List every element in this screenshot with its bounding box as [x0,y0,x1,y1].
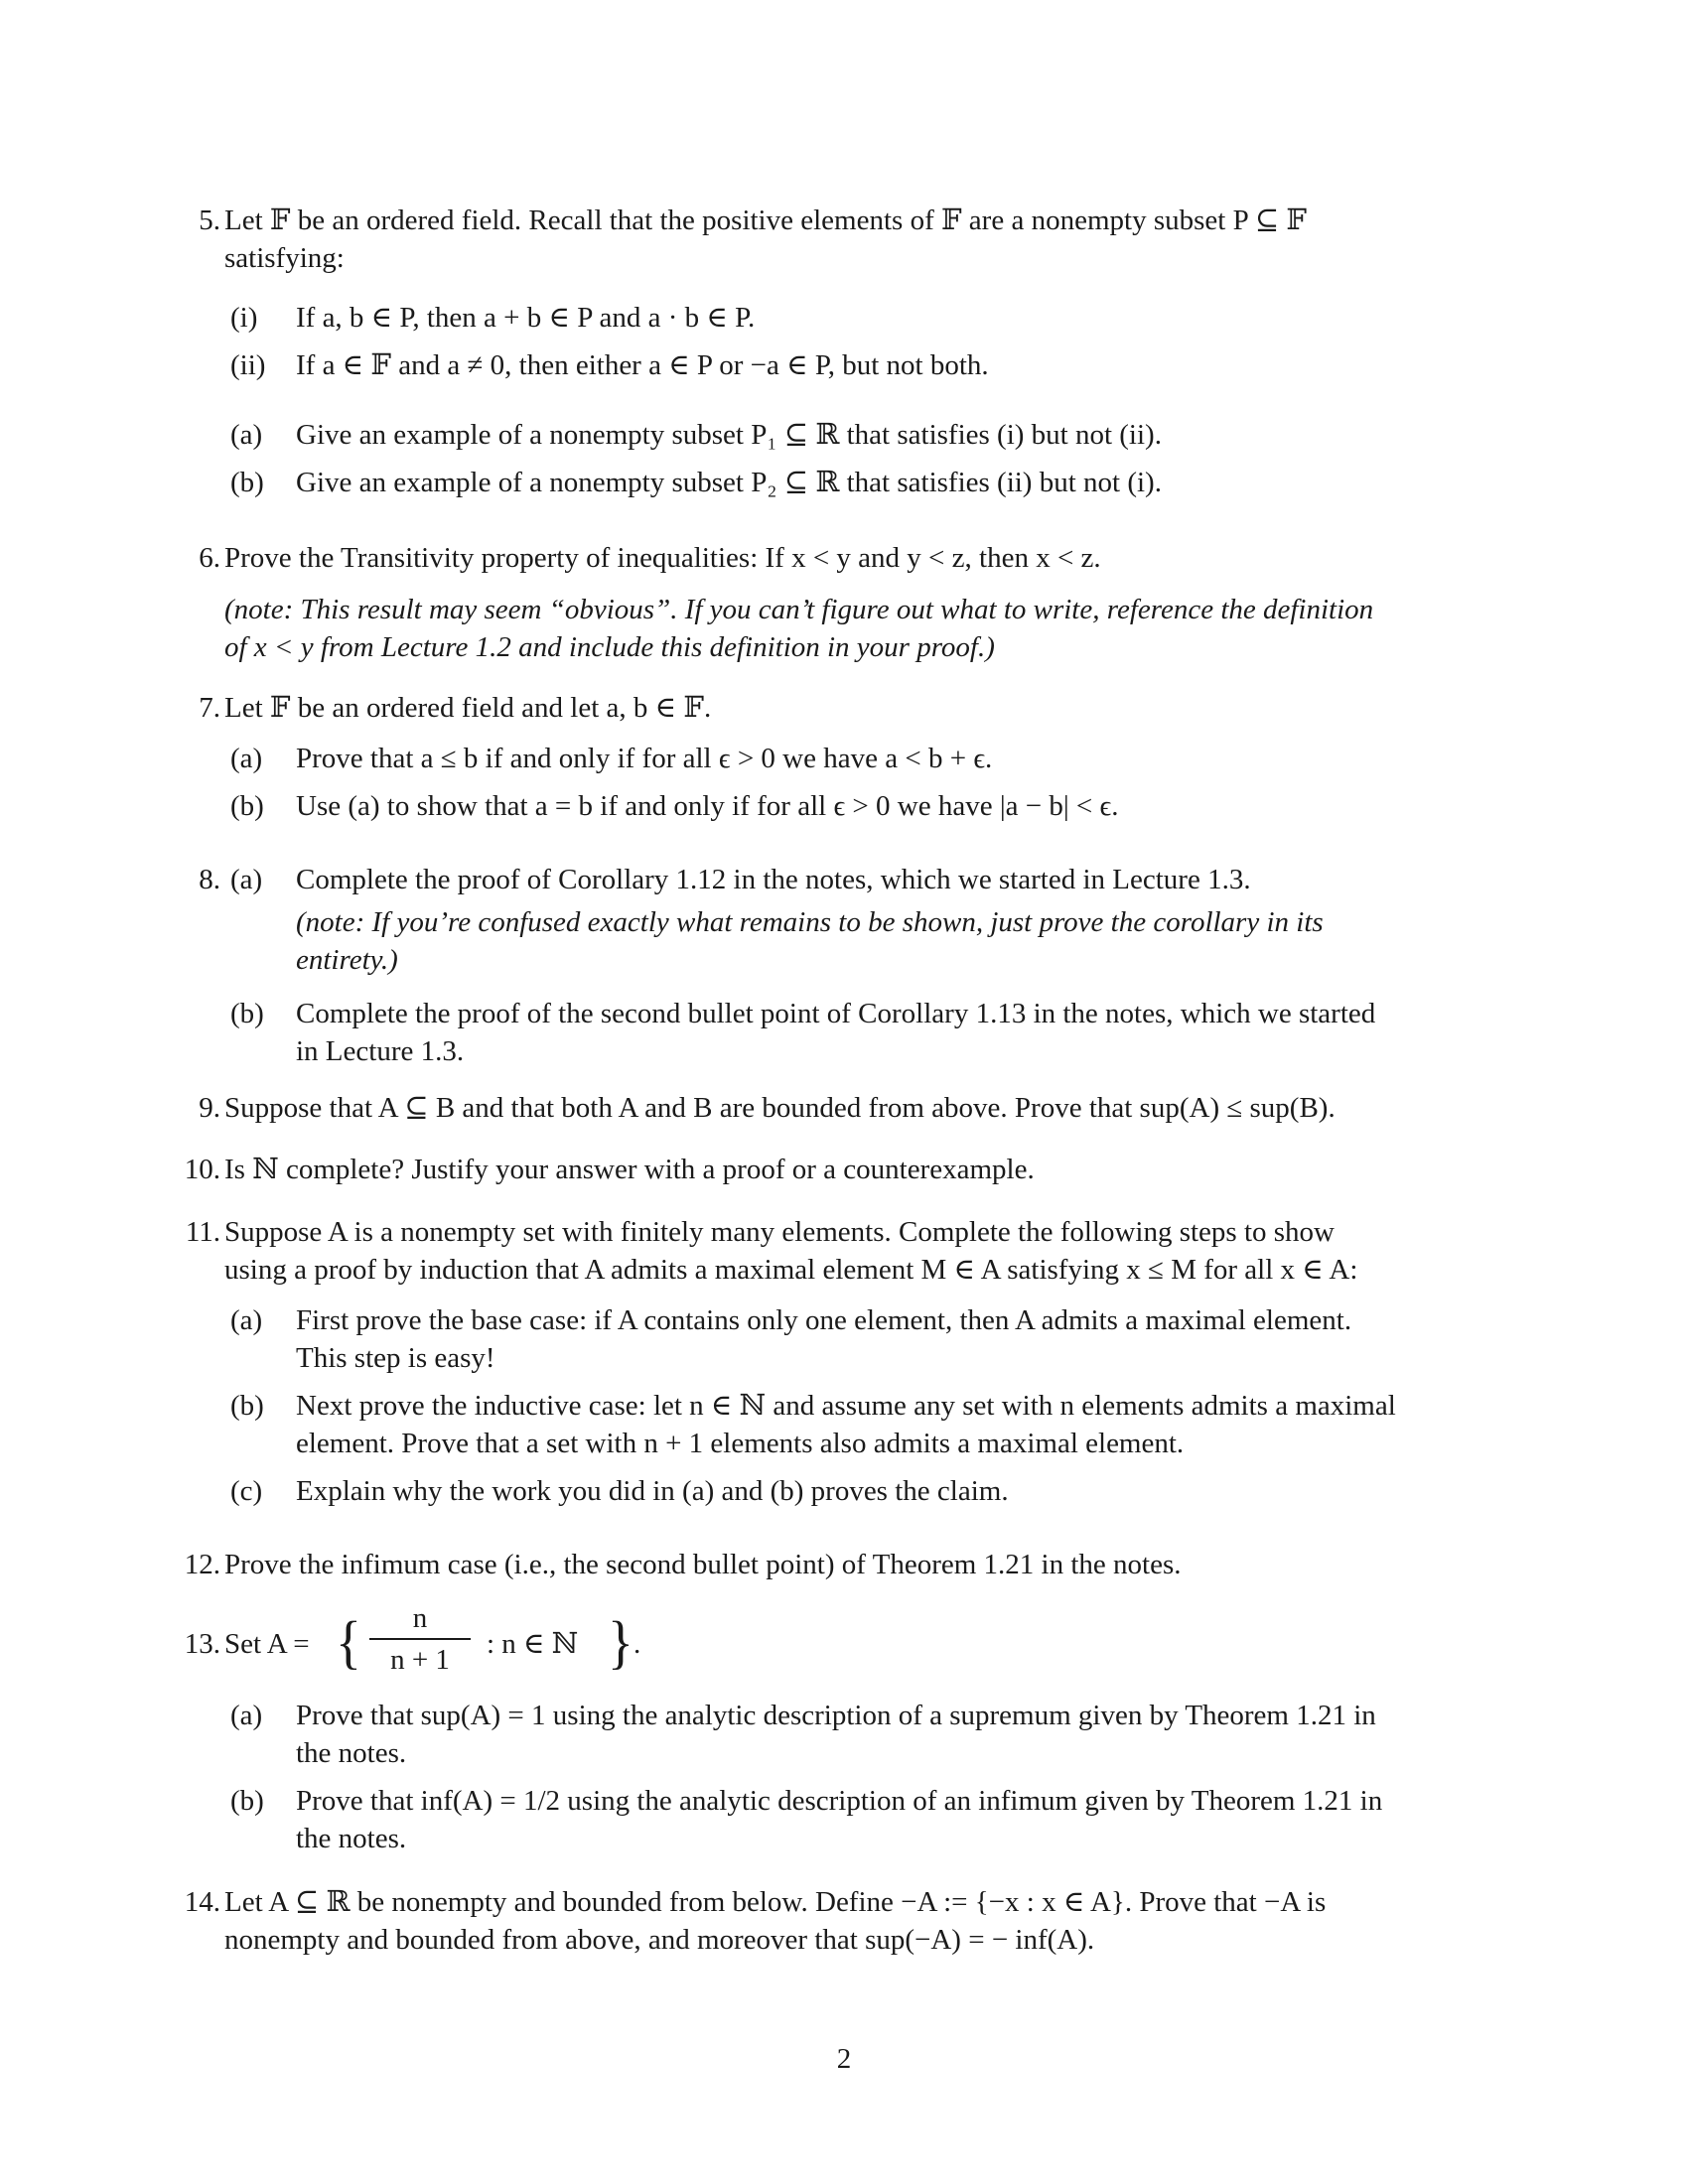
problem-number: 10. [184,1154,220,1185]
part-label: (b) [230,1390,264,1422]
problem-number: 14. [184,1886,220,1918]
condition-label: (ii) [230,349,266,381]
part-text: Complete the proof of the second bullet point of Corollary 1.13 in the notes, which we started [296,998,1376,1029]
part-label: (b) [230,1785,264,1817]
problem-number: 12. [184,1549,220,1580]
problem-text: Suppose that A ⊆ B and that both A and B are bounded from above. Prove that sup(A) ≤ sup(B). [224,1092,1336,1124]
part-label: (b) [230,467,264,498]
fraction-bar [369,1638,471,1640]
part-a [230,861,1543,898]
part-note: entirety.) [296,944,398,976]
left-brace: { [336,1609,361,1675]
condition-label: (i) [230,302,258,334]
problem-number: 9. [199,1092,220,1124]
part-note: (note: If you’re confused exactly what remains to be shown, just prove the corollary in its [296,906,1324,938]
part-label: (a) [230,864,263,895]
part-text-cont: This step is easy! [296,1342,495,1374]
problem-text: Prove the infimum case (i.e., the second bullet point) of Theorem 1.21 in the notes. [224,1549,1182,1580]
problem-text: using a proof by induction that A admits a maximal element M ∈ A satisfying x ≤ M for all x ∈ A: [224,1254,1358,1286]
page-number: 2 [836,2043,852,2075]
part-a [230,1301,1537,1339]
part-text: Use (a) to show that a = b if and only if for all ϵ > 0 we have |a − b| < ϵ. [296,790,1119,822]
part-label: (b) [230,790,264,822]
set-definition [224,1599,1537,1689]
set-prefix: Set A = [224,1628,310,1660]
part-text: Explain why the work you did in (a) and (b) proves the claim. [296,1475,1009,1507]
part-label: (a) [230,1304,263,1336]
part-b [230,1782,1543,1820]
part-text: Prove that inf(A) = 1/2 using the analytic description of an infimum given by Theorem 1.21 in [296,1785,1383,1817]
part-c [230,1472,1537,1510]
condition-text: If a, b ∈ P, then a + b ∈ P and a · b ∈ P. [296,302,756,334]
part-b [230,1387,1537,1425]
part-text: Prove that a ≤ b if and only if for all ϵ > 0 we have a < b + ϵ. [296,743,993,774]
problem-text: Is ℕ complete? Justify your answer with a proof or a counterexample. [224,1154,1035,1185]
part-a [230,416,1537,454]
condition-ii [230,346,1537,384]
part-text: Give an example of a nonempty subset P₁ ⊆ ℝ that satisfies (i) but not (ii). [296,419,1162,451]
fraction-denominator: n + 1 [390,1644,450,1676]
part-label: (b) [230,998,264,1029]
part-a [230,740,1537,777]
problem-number: 5. [199,205,220,236]
problem-note: (note: This result may seem “obvious”. If you can’t figure out what to write, reference the definition [224,594,1374,625]
part-text-cont: element. Prove that a set with n + 1 elements also admits a maximal element. [296,1428,1185,1459]
part-label: (a) [230,743,263,774]
part-b [230,464,1537,501]
part-text: First prove the base case: if A contains only one element, then A admits a maximal element. [296,1304,1352,1336]
part-text-cont: the notes. [296,1737,407,1769]
right-brace: } [608,1609,633,1675]
problem-text: Let 𝔽 be an ordered field. Recall that the positive elements of 𝔽 are a nonempty subset P ⊆ 𝔽 [224,205,1308,236]
part-text-cont: in Lecture 1.3. [296,1035,465,1067]
problem-number: 6. [199,542,220,574]
part-text: Next prove the inductive case: let n ∈ ℕ and assume any set with n elements admits a maximal [296,1390,1396,1422]
problem-text: Suppose A is a nonempty set with finitely many elements. Complete the following steps to show [224,1216,1336,1248]
part-b [230,995,1543,1032]
condition-i [230,299,1537,337]
problem-number: 7. [199,692,220,724]
problem-text: satisfying: [224,242,345,274]
problem-number: 13. [184,1628,220,1660]
problem-text: nonempty and bounded from above, and moreover that sup(−A) = − inf(A). [224,1924,1095,1956]
problem-note: of x < y from Lecture 1.2 and include this definition in your proof.) [224,631,995,663]
part-text: Prove that sup(A) = 1 using the analytic description of a supremum given by Theorem 1.21 in [296,1700,1376,1731]
problem-number: 8. [199,864,220,895]
part-text: Give an example of a nonempty subset P₂ ⊆ ℝ that satisfies (ii) but not (i). [296,467,1162,498]
set-suffix: : n ∈ ℕ [487,1628,579,1660]
part-b [230,787,1537,825]
condition-text: If a ∈ 𝔽 and a ≠ 0, then either a ∈ P or −a ∈ P, but not both. [296,349,989,381]
problem-text: Let A ⊆ ℝ be nonempty and bounded from below. Define −A := {−x : x ∈ A}. Prove that −A is [224,1886,1327,1918]
part-label: (a) [230,1700,263,1731]
part-a [230,1697,1543,1734]
problem-text: Let 𝔽 be an ordered field and let a, b ∈ 𝔽. [224,692,712,724]
part-label: (c) [230,1475,263,1507]
part-text-cont: the notes. [296,1823,407,1854]
part-text: Complete the proof of Corollary 1.12 in the notes, which we started in Lecture 1.3. [296,864,1251,895]
period: . [633,1628,641,1660]
problem-number: 11. [185,1216,220,1248]
problem-text: Prove the Transitivity property of inequalities: If x < y and y < z, then x < z. [224,542,1101,574]
part-label: (a) [230,419,263,451]
fraction-numerator: n [412,1602,428,1634]
